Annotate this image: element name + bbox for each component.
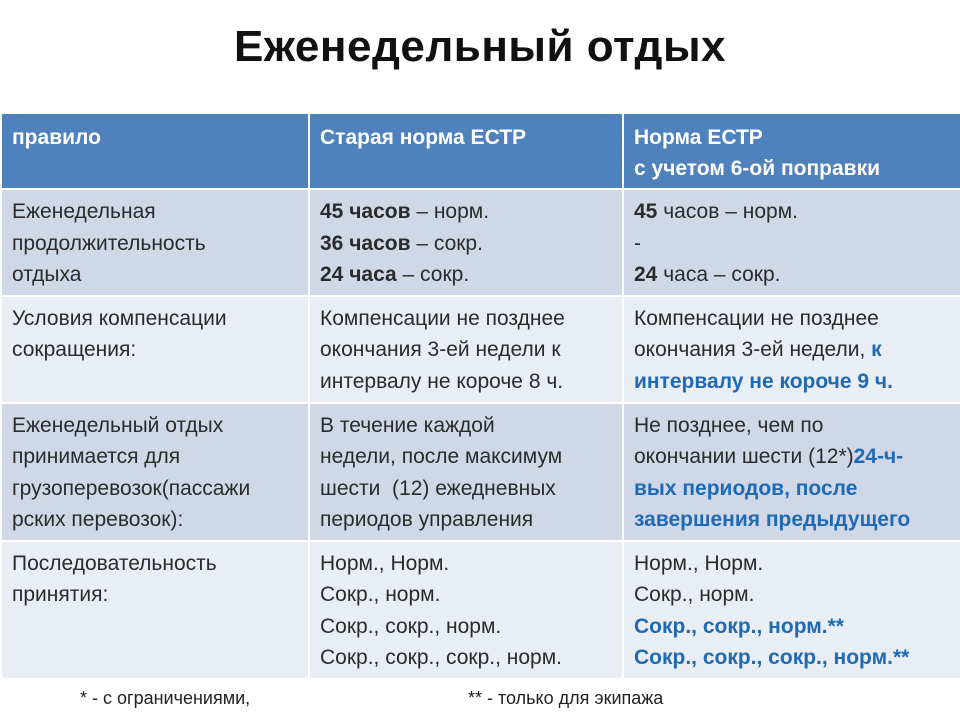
cell-line: недели, после максимум — [320, 445, 563, 468]
table-header-row — [1, 113, 960, 189]
cell-line: Норм., Норм. — [634, 551, 764, 575]
bold-value: 45 часов — [320, 200, 411, 223]
cell-line: отдыха — [12, 263, 82, 286]
cell-line: Последовательность — [12, 551, 217, 575]
cell-line: Сокр., сокр., норм. — [320, 614, 502, 638]
bold-value: 24 — [634, 263, 658, 286]
header-new-norm — [623, 113, 960, 189]
value-text: часа – сокр. — [657, 263, 781, 286]
rules-table — [0, 112, 960, 680]
cell-line: Норм., Норм. — [320, 551, 450, 575]
cell-line: шести (12) ежедневных — [320, 476, 556, 500]
bold-value: 45 — [634, 200, 658, 223]
header-rule: правило — [1, 113, 309, 189]
cell-line: - — [634, 231, 641, 255]
cell-line — [634, 196, 950, 228]
cell-line — [634, 441, 950, 473]
old-norm-cell — [309, 541, 623, 679]
cell-line: окончания 3-ей недели к — [320, 338, 561, 361]
cell-line: интервалу не короче 8 ч. — [320, 369, 564, 393]
highlight-text: 24-ч- — [853, 445, 904, 468]
cell-line: Сокр., сокр., сокр., норм. — [320, 646, 563, 669]
table-row — [1, 541, 960, 679]
rule-cell — [1, 541, 309, 679]
table-row — [1, 403, 960, 541]
value-text: – сокр. — [396, 263, 470, 286]
cell-line: рских перевозок): — [12, 508, 184, 531]
old-norm-cell — [309, 403, 623, 541]
rule-cell — [1, 296, 309, 403]
new-norm-cell — [623, 403, 960, 541]
highlight-line: завершения предыдущего — [634, 508, 911, 531]
new-norm-cell — [623, 541, 960, 679]
rule-cell — [1, 403, 309, 541]
cell-line: Сокр., норм. — [634, 583, 755, 606]
cell-line: грузоперевозок(пассажи — [12, 476, 251, 500]
table-row — [1, 189, 960, 296]
cell-line — [320, 228, 612, 260]
value-text: окончания 3-ей недели, — [634, 338, 872, 361]
old-norm-cell — [309, 189, 623, 296]
bold-value: 36 часов — [320, 231, 411, 255]
cell-line: Компенсации не позднее — [634, 306, 879, 330]
header-new-norm-line2: с учетом 6-ой поправки — [634, 157, 880, 180]
cell-line: Сокр., норм. — [320, 583, 441, 606]
highlight-text: к — [871, 338, 882, 361]
cell-line: сокращения: — [12, 338, 137, 361]
cell-line: принимается для — [12, 445, 181, 468]
value-text: окончании шести (12*) — [634, 445, 854, 468]
cell-line — [634, 334, 950, 366]
cell-line: Еженедельная — [12, 200, 156, 223]
cell-line: Не позднее, чем по — [634, 413, 824, 437]
highlight-line: вых периодов, после — [634, 476, 858, 500]
value-text: часов – норм. — [657, 200, 798, 223]
cell-line: продолжительность — [12, 231, 206, 255]
page-title: Еженедельный отдых — [233, 22, 727, 71]
new-norm-cell — [623, 189, 960, 296]
cell-line: принятия: — [12, 583, 109, 606]
highlight-line: Сокр., сокр., сокр., норм.** — [634, 646, 910, 669]
value-text: – норм. — [410, 200, 490, 223]
footnote-restrictions: * - с ограничениями, — [80, 688, 251, 708]
value-text: – сокр. — [410, 231, 483, 255]
bold-value: 24 часа — [320, 263, 397, 286]
table-row — [1, 296, 960, 403]
footnote-crew-only: ** - только для экипажа — [468, 688, 664, 708]
rule-cell — [1, 189, 309, 296]
cell-line — [320, 196, 612, 228]
cell-line: периодов управления — [320, 508, 534, 531]
cell-line: Компенсации не позднее — [320, 306, 565, 330]
cell-line — [634, 259, 950, 291]
old-norm-cell — [309, 296, 623, 403]
header-old-norm: Старая норма ЕСТР — [309, 113, 623, 189]
highlight-line: Сокр., сокр., норм.** — [634, 614, 844, 638]
cell-line — [320, 259, 612, 291]
cell-line: Условия компенсации — [12, 306, 227, 330]
cell-line: Еженедельный отдых — [12, 413, 224, 437]
cell-line: В течение каждой — [320, 413, 495, 437]
new-norm-cell — [623, 296, 960, 403]
header-new-norm-line1: Норма ЕСТР — [634, 126, 763, 149]
highlight-line: интервалу не короче 9 ч. — [634, 369, 893, 393]
